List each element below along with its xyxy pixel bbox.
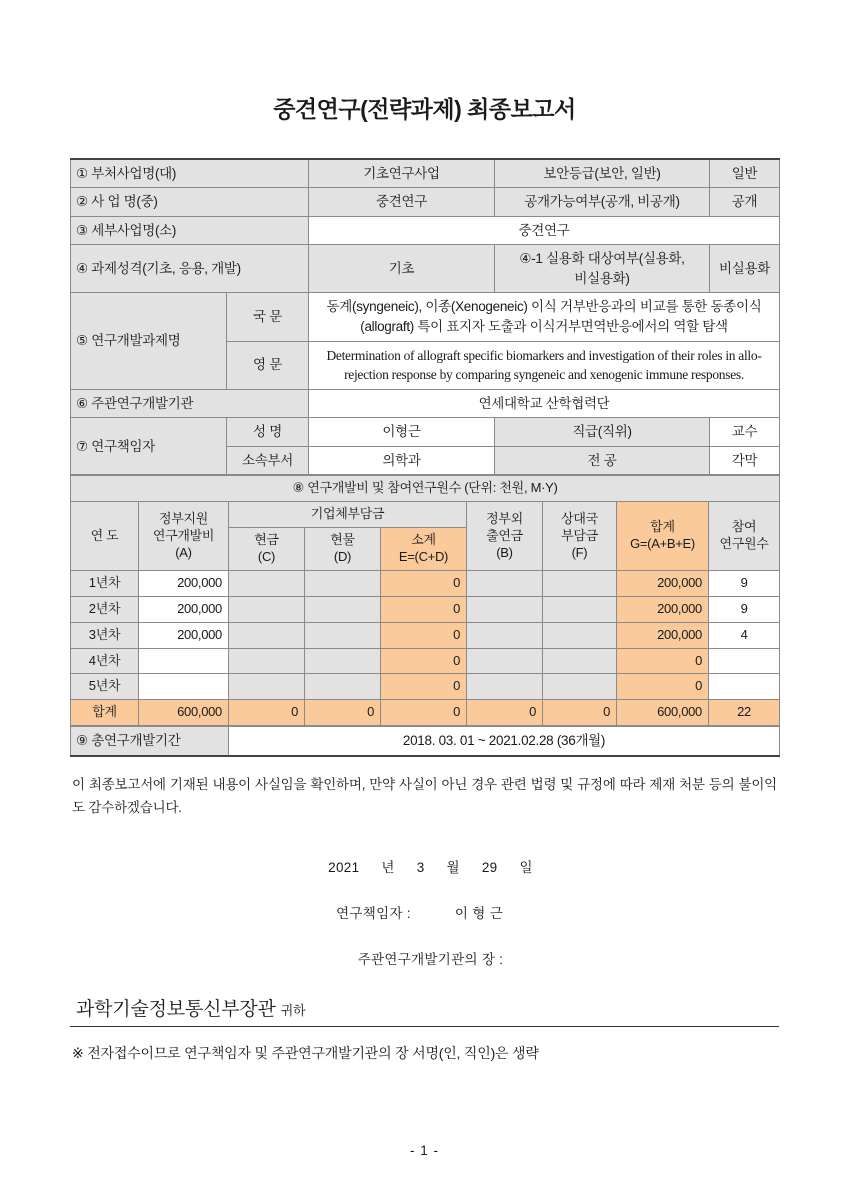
cell-nongov — [467, 622, 543, 648]
label-ministry-program: ① 부처사업명(대) — [71, 159, 309, 188]
header-researchers-line2: 연구원수 — [719, 536, 769, 552]
cell-total-gov-support: 600,000 — [139, 700, 229, 726]
cell-year: 2년차 — [71, 596, 139, 622]
cell-researchers: 9 — [709, 596, 780, 622]
cell-nongov — [467, 570, 543, 596]
cell-total-nongov: 0 — [467, 700, 543, 726]
cell-total: 200,000 — [617, 622, 709, 648]
header-gov-support-line1: 정부지원 — [158, 510, 209, 526]
header-researchers — [709, 502, 780, 571]
table-row-program-name — [71, 188, 780, 217]
cell-gov-support: 200,000 — [139, 570, 229, 596]
header-nongov-fund — [467, 502, 543, 571]
cell-subtotal: 0 — [381, 622, 467, 648]
cell-cash — [229, 596, 305, 622]
header-subtotal-line2: E=(C+D) — [398, 549, 449, 565]
label-disclosure: 공개가능여부(공개, 비공개) — [495, 188, 710, 217]
table-row-ministry-program — [71, 159, 780, 188]
header-total-line2: G=(A+B+E) — [630, 536, 695, 552]
header-cash-line2: (C) — [257, 549, 276, 565]
label-security-grade: 보안등급(보안, 일반) — [495, 159, 710, 188]
cell-gov-support: 200,000 — [139, 622, 229, 648]
value-pi-position: 교수 — [710, 418, 780, 447]
label-pi-position: 직급(직위) — [495, 418, 710, 447]
header-subtotal-line1: 소계 — [411, 532, 436, 548]
header-gov-support-line3: (A) — [175, 544, 192, 560]
header-inkind-line2: (D) — [333, 549, 352, 565]
header-total-line1: 합계 — [650, 519, 675, 535]
date-day-unit: 일 — [519, 860, 533, 876]
value-pi-department: 의학과 — [309, 446, 495, 475]
minister-suffix: 귀하 — [280, 1003, 306, 1019]
header-partner-line3: (F) — [571, 544, 588, 560]
table-row-sub-program — [71, 216, 780, 245]
cell-subtotal: 0 — [381, 648, 467, 674]
value-project-nature: 기초 — [309, 245, 495, 293]
value-pi-name: 이형근 — [309, 418, 495, 447]
cell-total: 200,000 — [617, 596, 709, 622]
header-researchers-line1: 참여 — [731, 519, 757, 535]
pi-signature-label: 연구책임자 : — [336, 906, 411, 922]
signature-pi-line — [70, 902, 779, 922]
value-host-organization: 연세대학교 산학협력단 — [309, 389, 780, 418]
value-program-name: 중견연구 — [309, 188, 495, 217]
value-security-grade: 일반 — [710, 159, 780, 188]
label-project-nature: ④ 과제성격(기초, 응용, 개발) — [71, 245, 309, 293]
cell-gov-support — [139, 648, 229, 674]
cell-cash — [229, 570, 305, 596]
header-partner-line1: 상대국 — [561, 510, 598, 526]
label-host-organization: ⑥ 주관연구개발기관 — [71, 389, 309, 418]
cell-partner — [543, 674, 617, 700]
electronic-submission-note: ※ 전자접수이므로 연구책임자 및 주관연구개발기관의 장 서명(인, 직인)은 생략 — [72, 1045, 539, 1062]
cell-cash — [229, 648, 305, 674]
cell-researchers: 4 — [709, 622, 780, 648]
value-sub-program: 중견연구 — [309, 216, 780, 245]
pi-signature-name: 이 형 근 — [454, 906, 504, 922]
budget-section-title-row — [71, 476, 780, 502]
table-row-host-org — [71, 389, 780, 418]
cell-subtotal: 0 — [381, 674, 467, 700]
table-row — [71, 570, 780, 596]
header-subtotal — [381, 528, 467, 571]
header-nongov-line1: 정부외 — [486, 510, 523, 526]
label-title-korean: 국 문 — [227, 293, 309, 341]
cell-year: 4년차 — [71, 648, 139, 674]
value-title-english: Determination of allograft specific biomarkers and investigation of their roles in allo-rejection response by comparing syngeneic and xenogenic immune responses. — [309, 341, 780, 389]
cell-total: 0 — [617, 648, 709, 674]
value-disclosure: 공개 — [710, 188, 780, 217]
cell-partner — [543, 622, 617, 648]
header-in-kind — [305, 528, 381, 571]
budget-section-title: ⑧ 연구개발비 및 참여연구원수 (단위: 천원, M·Y) — [71, 476, 780, 502]
cell-total: 0 — [617, 674, 709, 700]
table-row — [71, 596, 780, 622]
label-research-period: ⑨ 총연구개발기간 — [71, 727, 229, 756]
cell-year: 3년차 — [71, 622, 139, 648]
label-program-name: ② 사 업 명(중) — [71, 188, 309, 217]
table-row — [71, 648, 780, 674]
cell-researchers — [709, 674, 780, 700]
signature-date-line — [70, 856, 779, 876]
cell-partner — [543, 570, 617, 596]
signature-org-head-line — [70, 948, 779, 968]
header-partner-line2: 부담금 — [561, 527, 598, 543]
label-commercialization: ④-1 실용화 대상여부(실용화, 비실용화) — [495, 245, 710, 293]
cell-total-label: 합계 — [71, 700, 139, 726]
cell-in-kind — [305, 674, 381, 700]
table-row — [71, 674, 780, 700]
table-row — [71, 622, 780, 648]
cell-subtotal: 0 — [381, 570, 467, 596]
cell-subtotal: 0 — [381, 596, 467, 622]
header-partner-country — [543, 502, 617, 571]
cell-total: 200,000 — [617, 570, 709, 596]
cell-year: 1년차 — [71, 570, 139, 596]
value-ministry-program: 기초연구사업 — [309, 159, 495, 188]
cell-total-grand: 600,000 — [617, 700, 709, 726]
cell-total-partner: 0 — [543, 700, 617, 726]
cell-year: 5년차 — [71, 674, 139, 700]
value-commercialization: 비실용화 — [710, 245, 780, 293]
cell-researchers — [709, 648, 780, 674]
cell-in-kind — [305, 596, 381, 622]
cell-cash — [229, 674, 305, 700]
cell-total-subtotal: 0 — [381, 700, 467, 726]
label-project-title: ⑤ 연구개발과제명 — [71, 293, 227, 389]
table-row-pi-name — [71, 418, 780, 447]
value-research-period: 2018. 03. 01 ~ 2021.02.28 (36개월) — [229, 727, 780, 756]
header-gov-support-line2: 연구개발비 — [152, 527, 215, 543]
cell-in-kind — [305, 648, 381, 674]
header-cash — [229, 528, 305, 571]
value-title-korean: 동계(syngeneic), 이종(Xenogeneic) 이식 거부반응과의 비교를 통한 동종이식(allograft) 특이 표지자 도출과 이식거부면역반응에서의 역할 탐색 — [309, 293, 780, 341]
minister-title: 과학기술정보통신부장관 — [76, 999, 276, 1021]
page-title: 중견연구(전략과제) 최종보고서 — [273, 96, 576, 122]
header-grand-total — [617, 502, 709, 571]
cell-total-in-kind: 0 — [305, 700, 381, 726]
budget-total-row — [71, 700, 780, 726]
budget-header-row-1 — [71, 502, 780, 528]
header-nongov-line3: (B) — [496, 544, 513, 560]
table-row-project-nature — [71, 245, 780, 293]
header-nongov-line2: 출연금 — [486, 527, 523, 543]
label-title-english: 영 문 — [227, 341, 309, 389]
cell-nongov — [467, 648, 543, 674]
label-principal-investigator: ⑦ 연구책임자 — [71, 418, 227, 475]
cell-researchers: 9 — [709, 570, 780, 596]
research-period-table — [70, 726, 780, 757]
cell-in-kind — [305, 622, 381, 648]
label-pi-name: 성 명 — [227, 418, 309, 447]
signature-block — [70, 856, 779, 968]
date-year: 2021 — [328, 860, 360, 876]
date-month: 3 — [416, 860, 425, 876]
cell-in-kind — [305, 570, 381, 596]
budget-table — [70, 475, 780, 726]
cell-partner — [543, 648, 617, 674]
date-day: 29 — [481, 860, 498, 876]
cell-partner — [543, 596, 617, 622]
minister-addressee-row — [70, 994, 779, 1027]
header-gov-support — [139, 502, 229, 571]
header-cash-line1: 현금 — [254, 532, 279, 548]
table-row-title-ko — [71, 293, 780, 341]
header-inkind-line1: 현물 — [330, 532, 355, 548]
label-pi-major: 전 공 — [495, 446, 710, 475]
confirmation-statement: 이 최종보고서에 기재된 내용이 사실임을 확인하며, 만약 사실이 아닌 경우 관련 법령 및 규정에 따라 제재 처분 등의 불이익도 감수하겠습니다. — [72, 776, 777, 816]
label-sub-program: ③ 세부사업명(소) — [71, 216, 309, 245]
table-row-period — [71, 727, 780, 756]
project-info-table — [70, 158, 780, 476]
cell-total-researchers: 22 — [709, 700, 780, 726]
label-pi-department: 소속부서 — [227, 446, 309, 475]
cell-cash — [229, 622, 305, 648]
header-company-contribution: 기업체부담금 — [229, 502, 467, 528]
cell-total-cash: 0 — [229, 700, 305, 726]
cell-gov-support — [139, 674, 229, 700]
org-head-signature-label: 주관연구개발기관의 장 : — [357, 952, 504, 968]
header-year: 연 도 — [71, 502, 139, 571]
date-month-unit: 월 — [446, 860, 460, 876]
page-number: - 1 - — [409, 1143, 439, 1158]
value-pi-major: 각막 — [710, 446, 780, 475]
cell-nongov — [467, 674, 543, 700]
cell-nongov — [467, 596, 543, 622]
date-year-unit: 년 — [381, 860, 395, 876]
cell-gov-support: 200,000 — [139, 596, 229, 622]
